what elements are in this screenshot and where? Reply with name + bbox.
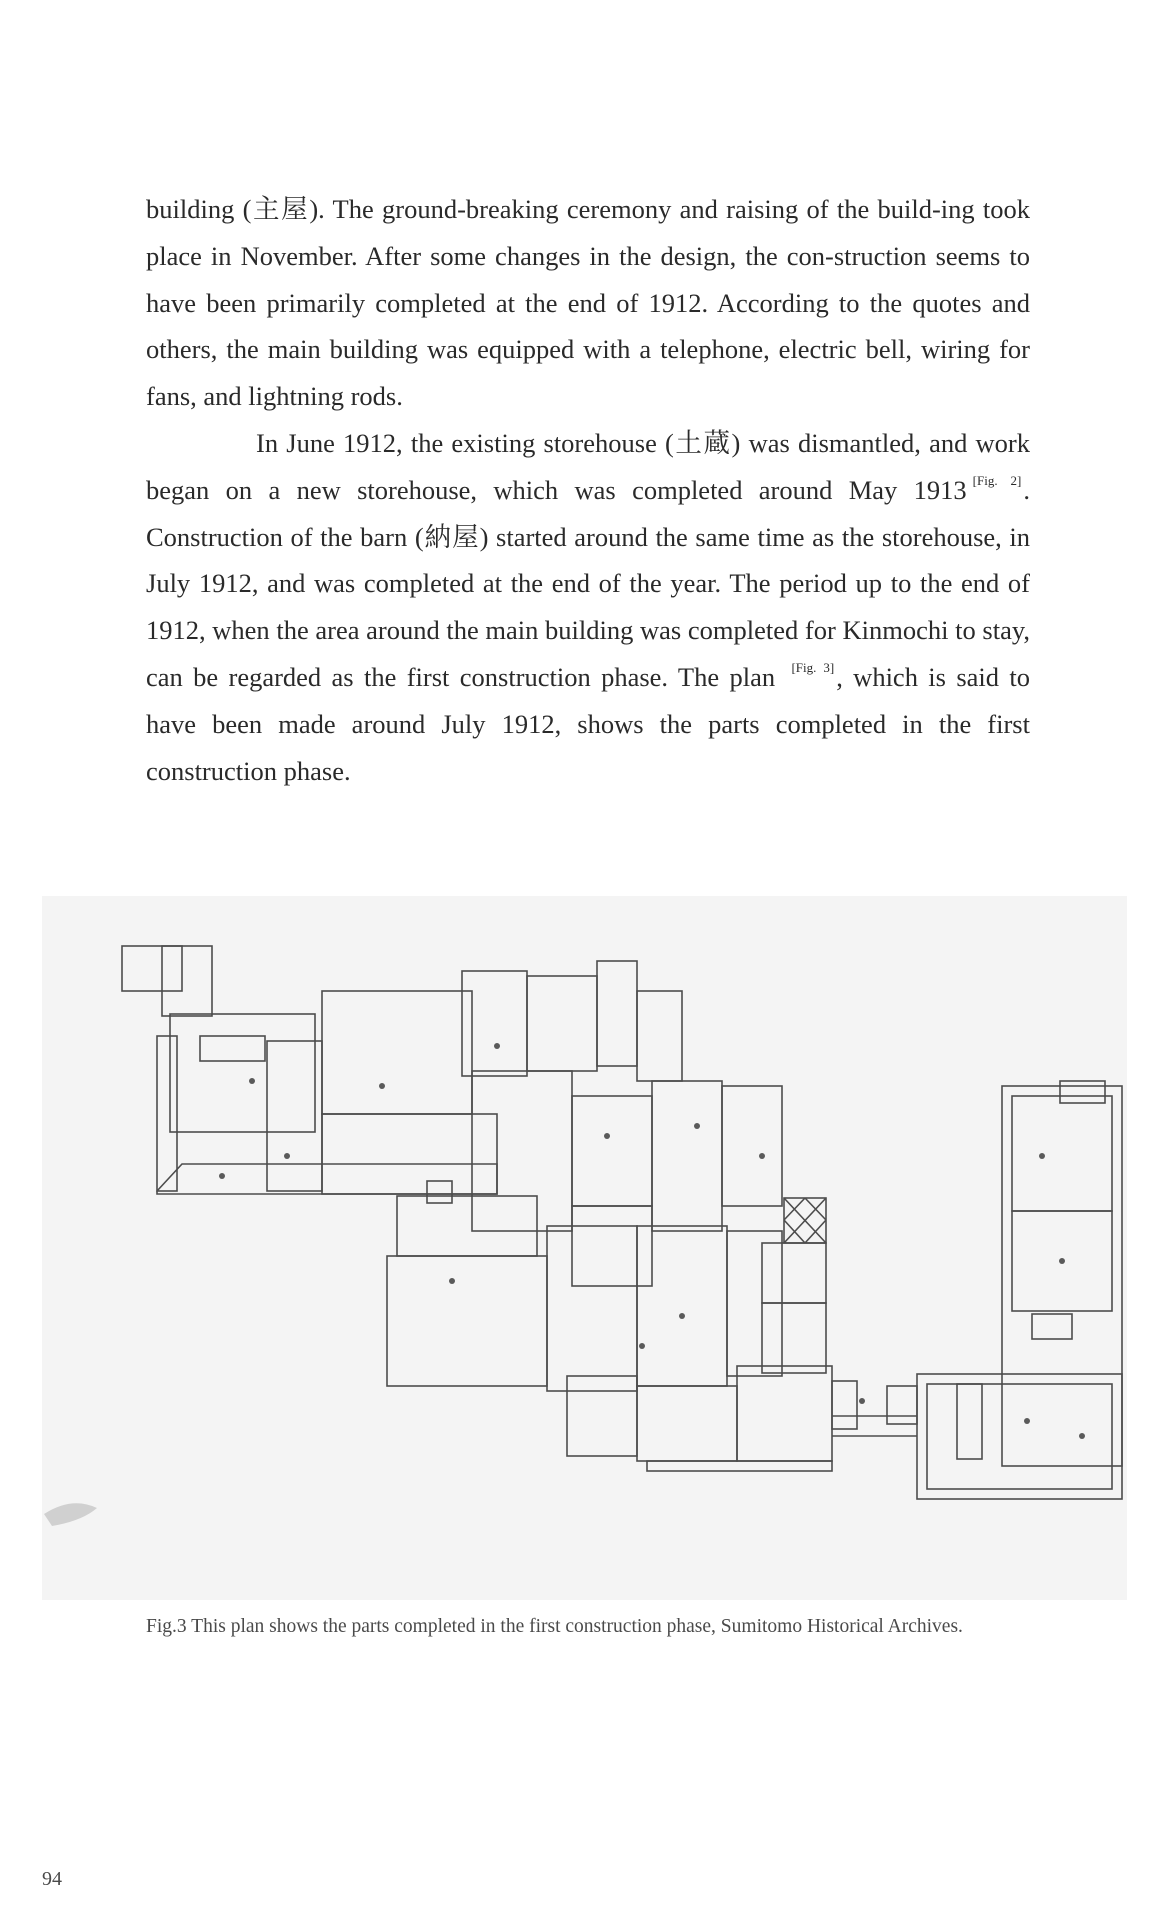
paragraph-text: . Construction of the barn (納屋) started around the same time as the storehouse, in July 1912, and was completed at the end of the year. The period up to the end of 1912, when the area around the main building was completed for Kinmochi to stay, can be regarded as the first construction phase. The plan <box>146 474 1031 692</box>
paragraph-text: , which is said to have been made around July 1912, shows the parts completed in the first construction phase. <box>146 661 1030 786</box>
paragraph-text: In June 1912, the existing storehouse (土蔵) was dismantled, and work began on a new storehouse, which was completed around May 1913 <box>146 427 1030 505</box>
figure-caption: Fig.3 This plan shows the parts completed in the first construction phase, Sumitomo Historical Archives. <box>146 1616 963 1637</box>
figure-reference: [Fig. 3] <box>791 659 835 675</box>
floor-plan-drawing <box>42 896 1127 1600</box>
body-text <box>146 186 1030 794</box>
paragraph-text: building (主屋). The ground-breaking ceremony and raising of the build-ing took place in November. After some changes in the design, the con-struction seems to have been primarily completed at the end of 1912. According to the quotes and others, the main building was equipped with a telephone, electric bell, wiring for fans, and lightning rods. <box>146 194 1030 412</box>
floor-plan-figure <box>42 896 1127 1600</box>
page-number: 94 <box>42 1868 62 1890</box>
paragraph-1 <box>146 186 1030 420</box>
paragraph-2 <box>146 420 1030 794</box>
figure-reference: [Fig. 2] <box>972 472 1022 488</box>
